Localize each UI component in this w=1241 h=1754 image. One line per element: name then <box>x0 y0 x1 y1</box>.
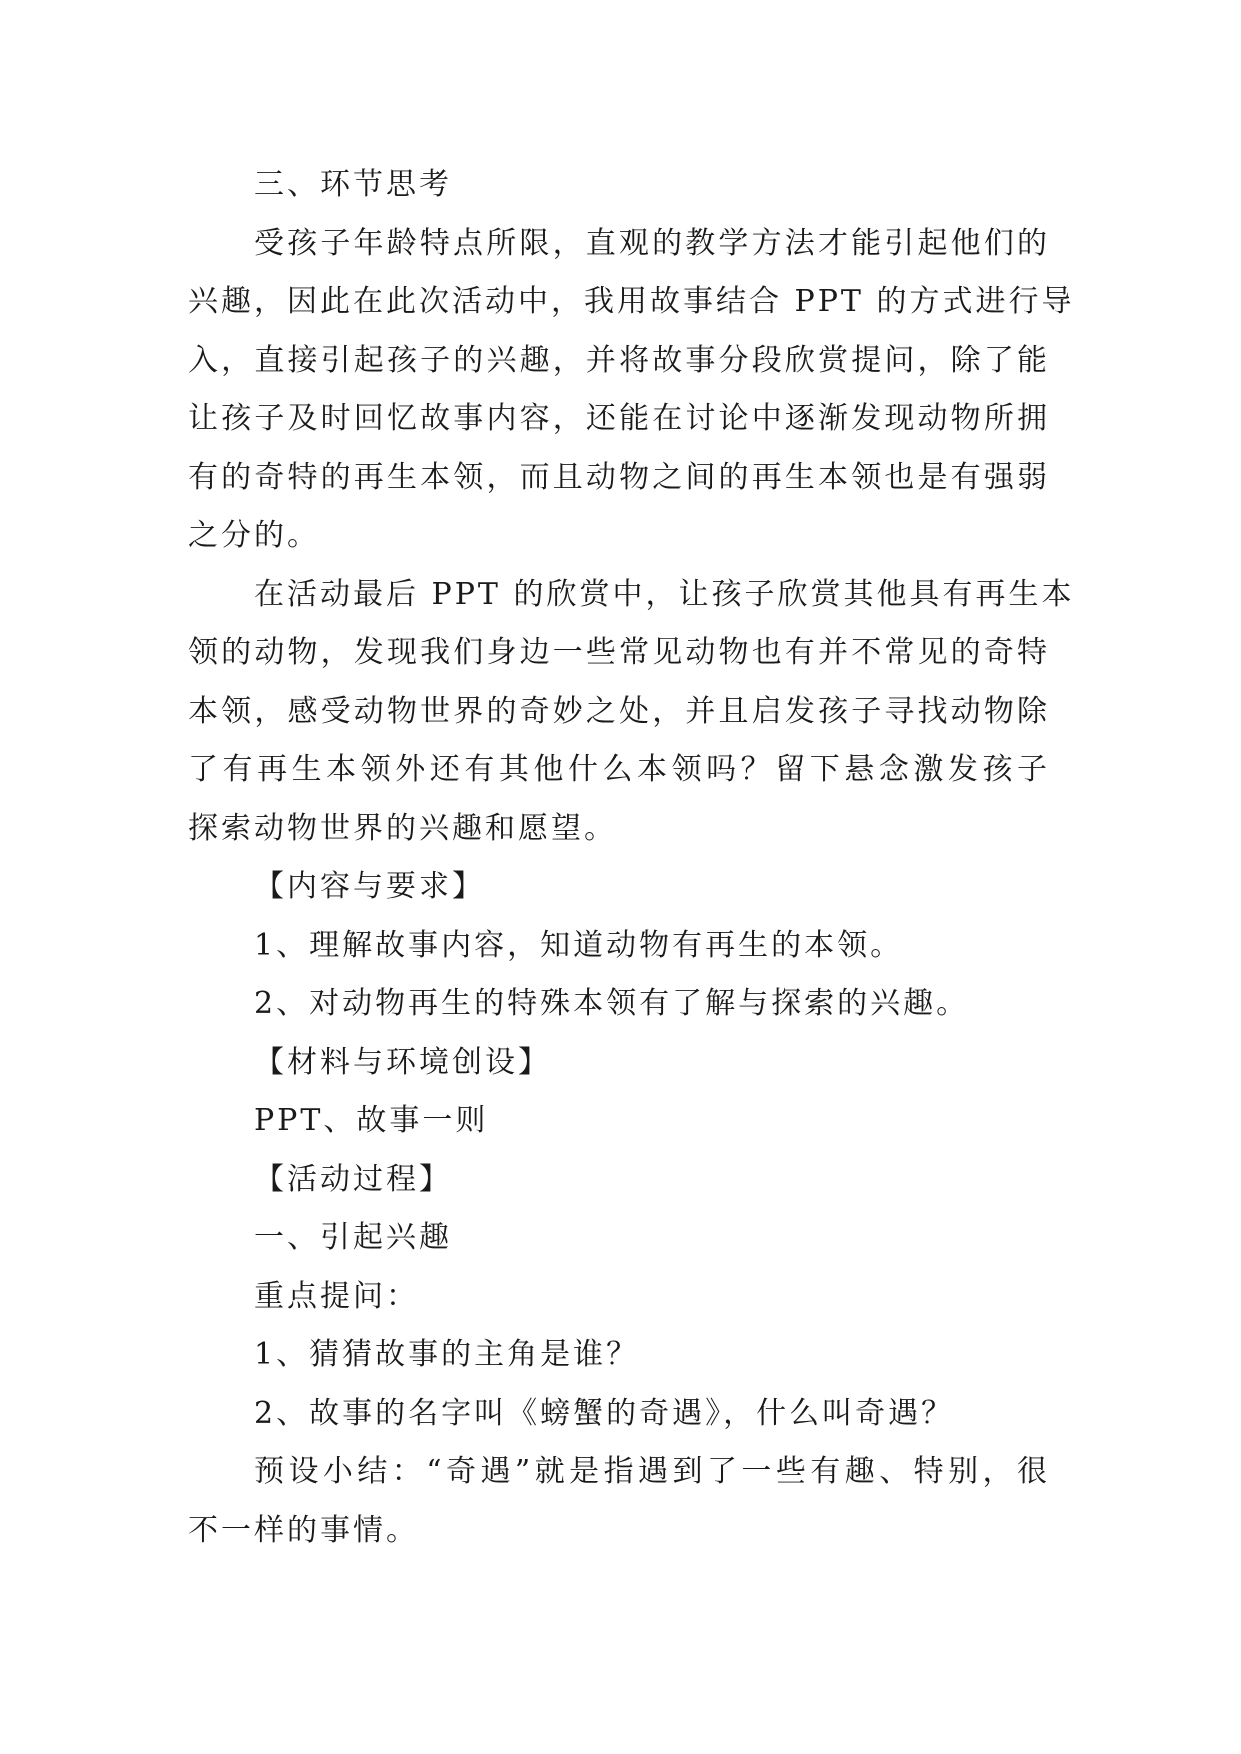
subsection-heading: 一、引起兴趣 <box>254 1220 452 1255</box>
paragraph-line: 让孩子及时回忆故事内容，还能在讨论中逐渐发现动物所拥 <box>188 401 1050 436</box>
paragraph-line: 了有再生本领外还有其他什么本领吗？留下悬念激发孩子 <box>188 752 1050 787</box>
document-body <box>188 156 1075 1560</box>
paragraph-line: 领的动物，发现我们身边一些常见动物也有并不常见的奇特 <box>188 635 1050 670</box>
paragraph-line: 不一样的事情。 <box>188 1512 419 1548</box>
paragraph-line: 在活动最后 PPT 的欣赏中，让孩子欣赏其他具有再生本 <box>254 576 1075 612</box>
paragraph-line: 预设小结：“奇遇”就是指遇到了一些有趣、特别，很 <box>254 1454 1050 1489</box>
paragraph-line: 受孩子年龄特点所限，直观的教学方法才能引起他们的 <box>254 225 1050 261</box>
paragraph-line: 重点提问： <box>254 1278 419 1314</box>
list-item: 1、理解故事内容，知道动物有再生的本领。 <box>254 927 904 963</box>
section-heading: 【材料与环境创设】 <box>254 1044 551 1080</box>
paragraph-line: 探索动物世界的兴趣和愿望。 <box>188 810 617 846</box>
paragraph-line: 有的奇特的再生本领，而且动物之间的再生本领也是有强弱 <box>188 459 1050 495</box>
section-heading: 【活动过程】 <box>254 1161 452 1197</box>
paragraph-line: 入，直接引起孩子的兴趣，并将故事分段欣赏提问，除了能 <box>188 342 1050 378</box>
list-item: 2、故事的名字叫《螃蟹的奇遇》，什么叫奇遇？ <box>254 1395 955 1431</box>
paragraph-line: 本领，感受动物世界的奇妙之处，并且启发孩子寻找动物除 <box>188 693 1050 729</box>
paragraph-line: 兴趣，因此在此次活动中，我用故事结合 PPT 的方式进行导 <box>188 284 1075 319</box>
paragraph-line: 之分的。 <box>188 518 320 553</box>
list-item: 1、猜猜故事的主角是谁？ <box>254 1337 640 1372</box>
list-item: 2、对动物再生的特殊本领有了解与探索的兴趣。 <box>254 986 970 1021</box>
paragraph-line: PPT、故事一则 <box>254 1103 489 1138</box>
section-heading: 【内容与要求】 <box>254 869 485 904</box>
section-heading: 三、环节思考 <box>254 167 452 202</box>
